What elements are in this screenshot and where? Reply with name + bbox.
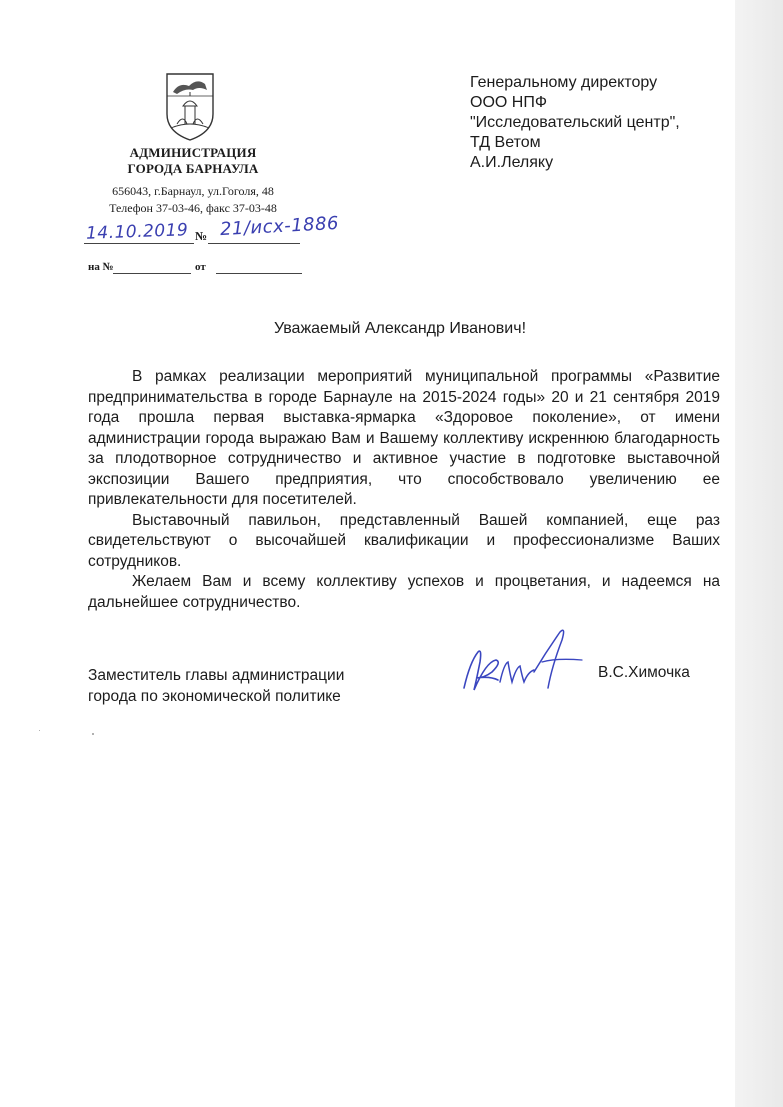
scan-speck (92, 733, 94, 735)
date-underline (84, 243, 194, 244)
outgoing-number: 21/исх-1886 (219, 212, 340, 241)
org-line-1: АДМИНИСТРАЦИЯ (129, 145, 257, 160)
recipient-line-4: ТД Ветом (470, 134, 541, 151)
position-line-1: Заместитель главы администрации (88, 667, 345, 684)
position-line-2: города по экономической политике (88, 688, 341, 705)
org-line-2: ГОРОДА БАРНАУЛА (127, 161, 259, 176)
scan-speck (39, 730, 40, 731)
coat-of-arms-icon (163, 70, 217, 142)
reference-row (88, 261, 114, 273)
reference-date-line (216, 273, 302, 274)
organization-contacts (93, 183, 293, 217)
scan-edge (735, 0, 783, 1107)
recipient-block (470, 73, 730, 173)
reference-from-label: от (195, 261, 206, 273)
signer-position (88, 665, 408, 707)
recipient-line-5: А.И.Леляку (470, 154, 554, 171)
salutation: Уважаемый Александр Иванович! (273, 320, 527, 337)
recipient-line-3: "Исследовательский центр", (470, 114, 680, 131)
recipient-line-2: ООО НПФ (470, 94, 547, 111)
body-paragraph-1: В рамках реализации мероприятий муниципальной программы «Развитие предпринимательства в городе Барнауле на 2015-2024 годы» 20 и 21 сентября 2019 года прошла первая выставка-ярмарка «Здоровое поколение», от имени администрации города выражаю Вам и Вашему коллективу искреннюю благодарность за плодотворное сотрудничество и активное участие в подготовке выставочной экспозиции Вашего предприятия, что способствовало увеличению ее привлекательности для посетителей. (88, 368, 720, 508)
body-paragraph-2: Выставочный павильон, представленный Вашей компанией, еще раз свидетельствуют о высочайшей квалификации и профессионализме Ваших сотрудников. (88, 511, 720, 570)
body-paragraph-3: Желаем Вам и всему коллективу успехов и процветания, и надеемся на дальнейшее сотрудничество. (88, 573, 720, 611)
number-sign: № (195, 229, 208, 243)
recipient-line-1: Генеральному директору (470, 74, 658, 91)
org-address: 656043, г.Барнаул, ул.Гоголя, 48 (112, 184, 274, 198)
signature-icon (456, 622, 596, 702)
signer-name: В.С.Химочка (598, 664, 690, 681)
reference-label: на № (88, 261, 114, 273)
org-phone: Телефон 37-03-46, факс 37-03-48 (109, 201, 277, 215)
reference-number-line (113, 273, 191, 274)
organization-name (95, 145, 291, 177)
number-underline (208, 243, 300, 244)
letter-body (88, 367, 720, 613)
outgoing-date: 14.10.2019 (85, 220, 189, 244)
